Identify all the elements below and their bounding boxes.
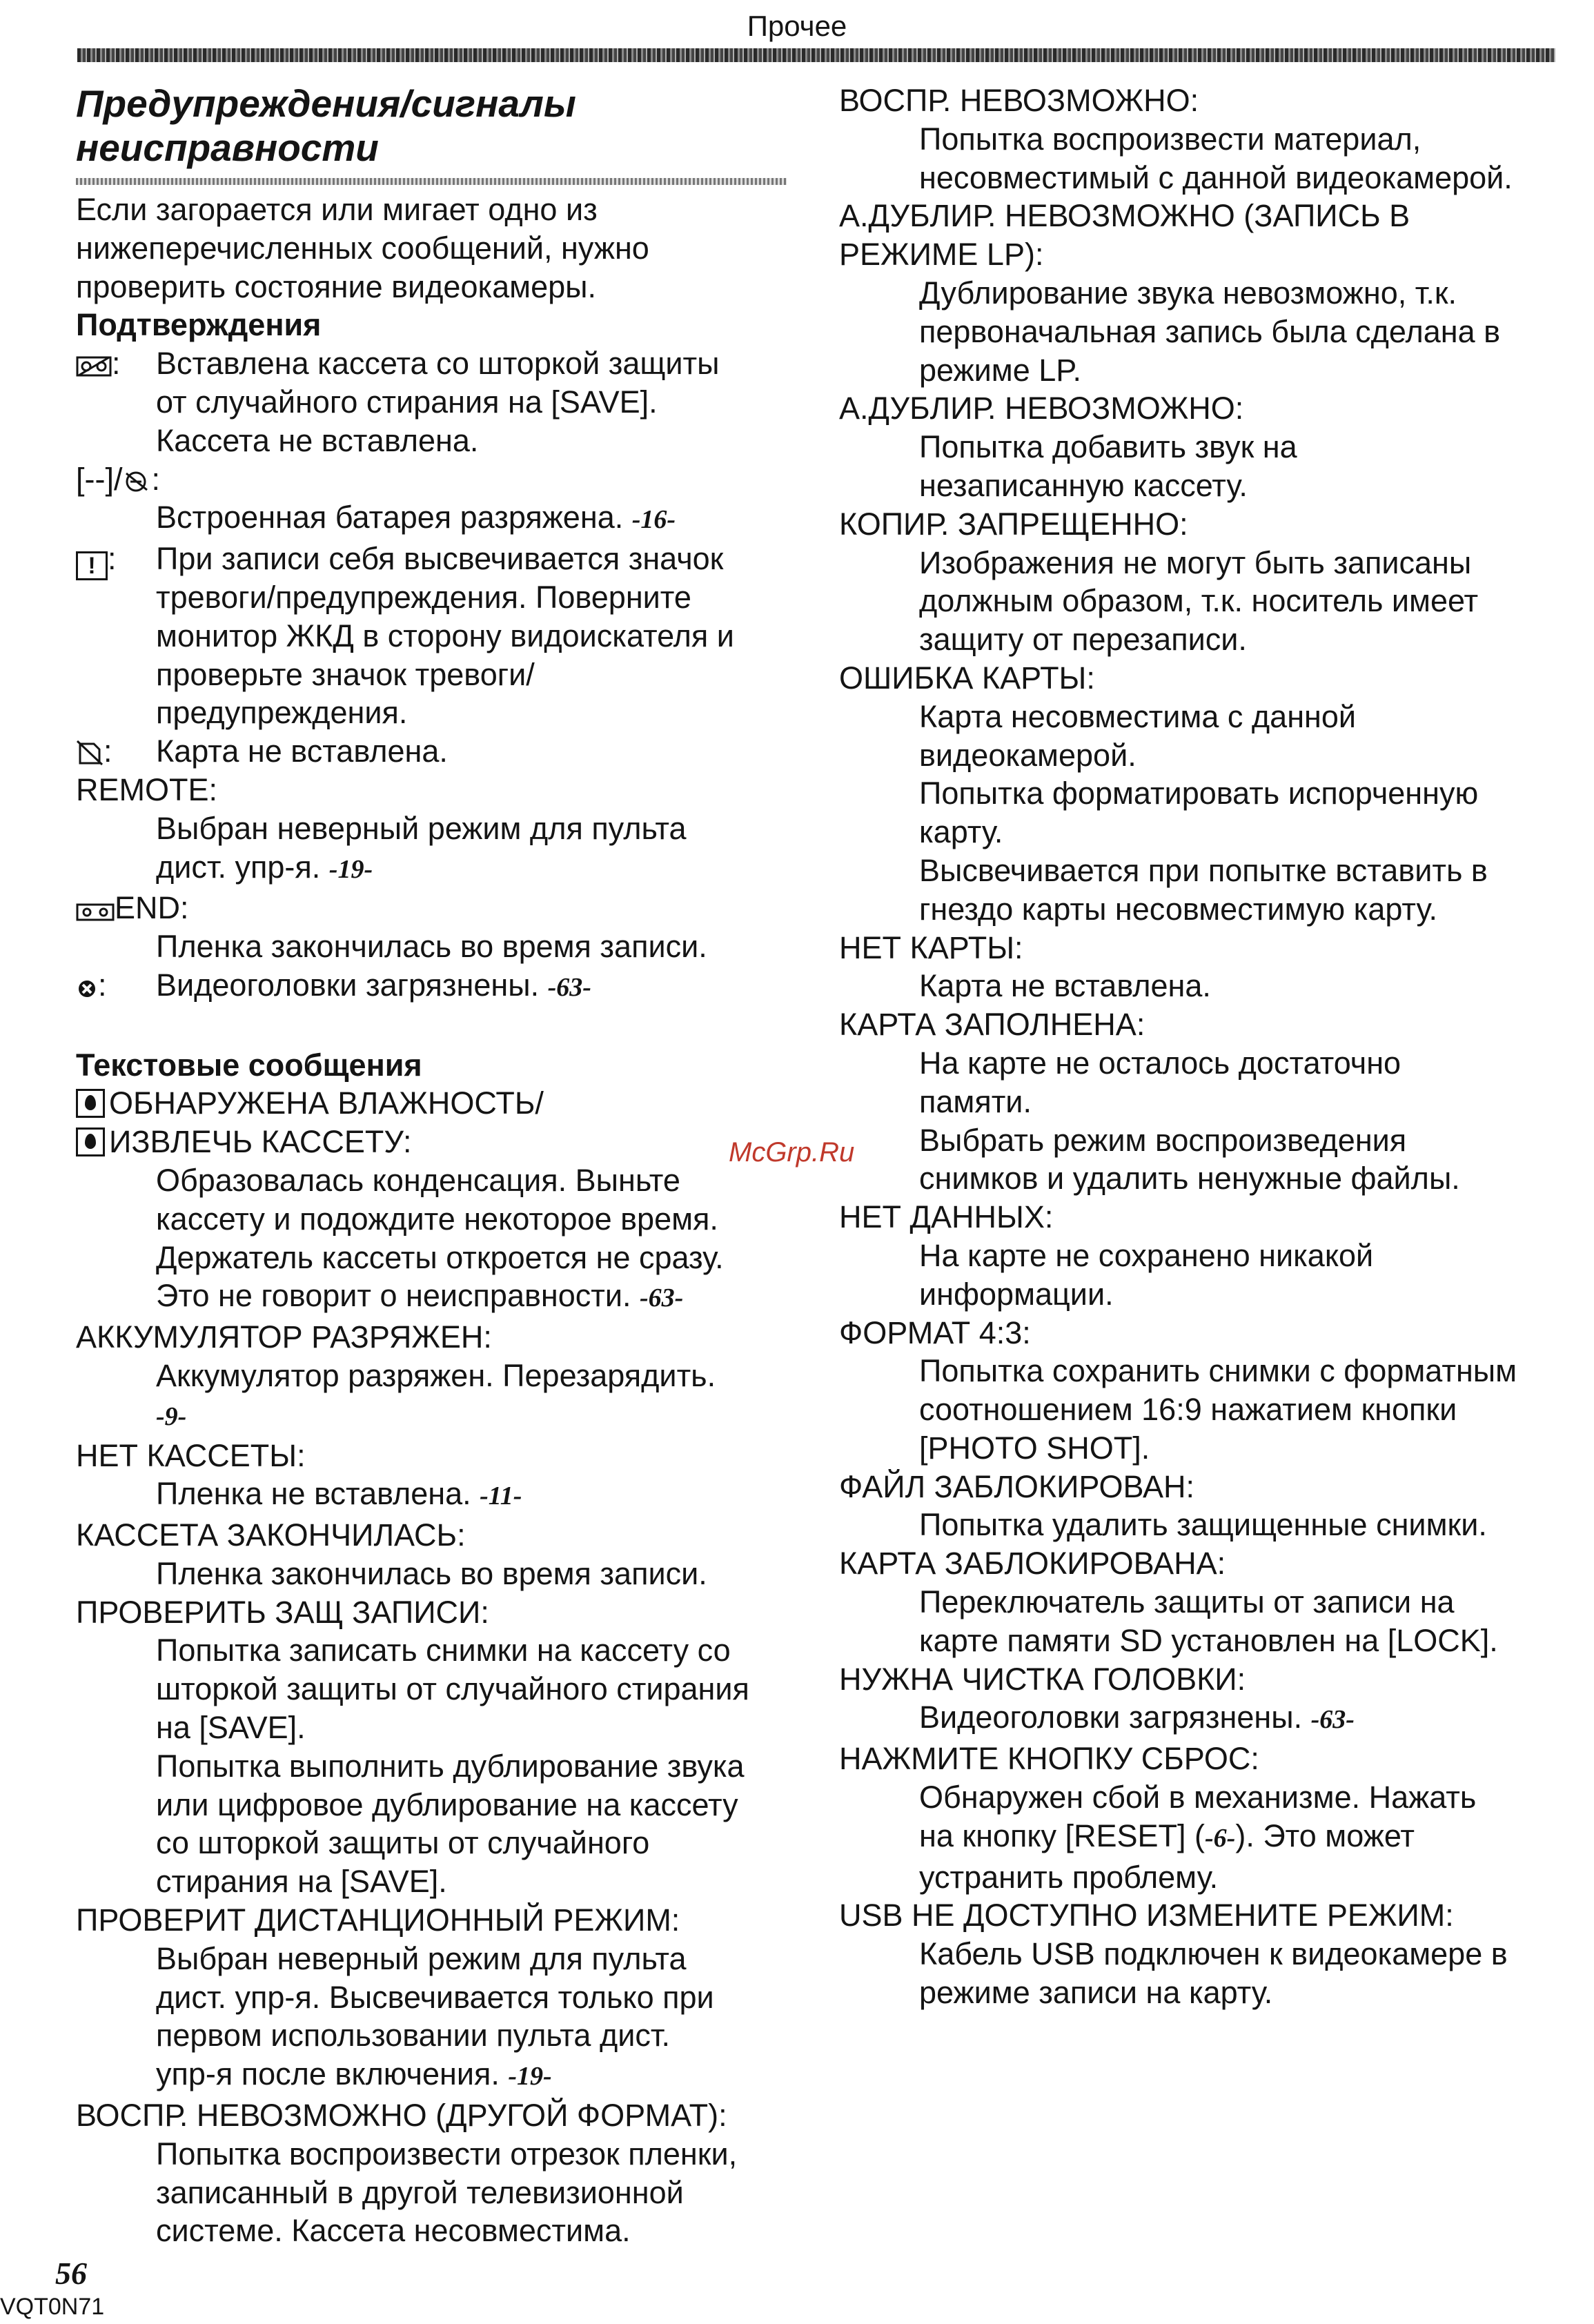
moisture-head [76,1084,794,1123]
remote-line2 [76,848,794,889]
entry-line: первом использовании пульта дист. [156,2018,670,2054]
entry-line [839,582,1571,620]
entry-line [839,813,1571,851]
entry-line [839,120,1571,159]
warning-box-icon: ! [76,551,108,580]
entry-text: Карта не вставлена. [919,968,1211,1004]
entry-line [839,1390,1571,1429]
entry-text: Переключатель защиты от записи на [919,1584,1455,1620]
entry-line: или цифровое дублирование на кассету [156,1786,738,1822]
confirm-title: Подтверждения [76,307,322,343]
intro-line: проверить состояние видеокамеры. [76,268,597,304]
watermark: McGrp.Ru [729,1137,855,1168]
message-head: НАЖМИТЕ КНОПКУ СБРОС: [839,1741,1259,1777]
page-ref: -9- [156,1401,187,1431]
entry-line [839,967,1571,1005]
page-ref: -63- [640,1283,684,1313]
entry-line: Пленка закончилась во время записи. [156,1555,707,1591]
page-ref: -19- [508,2062,552,2091]
message-head: А.ДУБЛИР. НЕВОЗМОЖНО (ЗАПИСЬ В [839,198,1410,234]
entry-line: Попытка воспроизвести отрезок пленки, [156,2136,738,2172]
page-ref: -16- [631,505,676,535]
entry-text: Изображения не могут быть записаны [919,544,1472,580]
separator: : [112,346,121,382]
entry-line: Карта не вставлена. [156,733,448,769]
entry-line-ref [76,1475,794,1516]
entry-text: [PHOTO SHOT]. [919,1430,1150,1466]
entry-text: Попытка добавить звук на [919,429,1297,465]
message-head: ФАЙЛ ЗАБЛОКИРОВАН: [839,1468,1194,1504]
entry-text: снимков и удалить ненужные файлы. [919,1161,1460,1197]
message-head: ПРОВЕРИТЬ ЗАЩ ЗАПИСИ: [76,1594,489,1630]
entry-line [839,428,1571,466]
entry-line-ref [76,1395,794,1437]
dirty-heads-icon [76,978,98,1000]
entry-line-ref [76,1277,794,1318]
entry-line [839,1622,1571,1660]
entry-line: на кнопку [RESET] ( [919,1818,1206,1853]
entry-line [839,1044,1571,1083]
entry-line: Пленка закончилась во время записи. [156,929,707,965]
message-head: НЕТ КАРТЫ: [839,929,1023,965]
page-number: 56 [55,2256,87,2291]
entry-line [839,1583,1571,1622]
left-column [76,81,794,2250]
entry-line: дист. упр-я. [156,849,321,885]
entry-line [839,159,1571,197]
entry-line-ref [76,2055,794,2096]
entry-line [839,620,1571,659]
entry-text: карту. [919,814,1003,850]
page-ref: -19- [328,854,373,884]
tape-end-icon [76,902,115,923]
page-header-title: Прочее [747,10,847,42]
entry-line: проверьте значок тревоги/ [156,656,535,692]
entry-line: стирания на [SAVE]. [156,1864,447,1900]
entry-line: шторкой защиты от случайного стирания [156,1671,749,1707]
message-head: А.ДУБЛИР. НЕВОЗМОЖНО: [839,391,1244,426]
entry-line: устранить проблему. [919,1859,1219,1895]
entry-text: Дублирование звука невозможно, т.к. [919,275,1457,311]
entry-line: кассету и подождите некоторое время. [156,1201,718,1237]
entry-line: Кассета не вставлена. [156,422,479,458]
entry-text: карте памяти SD установлен на [LOCK]. [919,1622,1498,1658]
tape-end-head [76,889,794,927]
moisture-icon [76,1089,105,1118]
message-head: АККУМУЛЯТОР РАЗРЯЖЕН: [76,1319,492,1355]
message-head: КАССЕТА ЗАКОНЧИЛАСЬ: [76,1517,466,1553]
entry-line [839,1237,1571,1275]
entry-line: дист. упр-я. Высвечивается только при [156,1979,714,2015]
entry-line: режиме записи на карту. [919,1975,1273,2011]
message-head: КОПИР. ЗАПРЕЩЕННО: [839,506,1188,542]
page-ref: -63- [1310,1705,1355,1735]
entry-line: Попытка выполнить дублирование звука [156,1748,745,1784]
entry-line: ). Это может [1235,1818,1415,1853]
message-head: ОШИБКА КАРТЫ: [839,660,1095,696]
entry-line: Кабель USB подключен к видеокамере в [919,1936,1508,1972]
battery-label: [--]/ [76,461,123,497]
entry-line: Аккумулятор разряжен. Перезарядить. [156,1357,716,1393]
entry-line: Попытка записать снимки на кассету со [156,1633,731,1668]
page-ref: -63- [547,972,591,1002]
entry-text: Попытка воспроизвести материал, [919,121,1421,157]
message-head: ВОСПР. НЕВОЗМОЖНО: [839,83,1199,118]
battery-entry-text [76,498,794,540]
entry-line [839,1275,1571,1314]
message-head: НУЖНА ЧИСТКА ГОЛОВКИ: [839,1661,1246,1697]
entry-line: Выбран неверный режим для пульта [156,1940,687,1976]
entry-text: Попытка удалить защищенные снимки. [919,1507,1487,1543]
entry-line: Держатель кассеты откроется не сразу. [156,1239,724,1275]
entry-text: Выбрать режим воспроизведения [919,1122,1407,1158]
entry-line [839,313,1571,351]
entry-text: видеокамерой. [919,737,1137,773]
no-card-entry [76,732,794,771]
remote-head: REMOTE: [76,771,218,807]
page-ref: -6- [1205,1823,1236,1853]
entry-text: Попытка сохранить снимки с форматным [919,1353,1517,1389]
message-head: РЕЖИМЕ LP): [839,237,1044,273]
message-head: ПРОВЕРИТ ДИСТАНЦИОННЫЙ РЕЖИМ: [76,1902,680,1938]
section-title-line1: Предупреждения/сигналы [76,82,576,125]
entry-text: информации. [919,1276,1114,1312]
entry-text: защиту от перезаписи. [919,622,1247,658]
entry-line: Образовалась конденсация. Выньте [156,1162,680,1198]
entry-line: от случайного стирания на [SAVE]. [156,384,658,420]
entry-line [839,274,1571,313]
right-entries-list [839,81,1571,1740]
entry-line-ref [839,1817,1571,1858]
entry-text: Карта несовместима с данной [919,698,1357,734]
entry-line: Обнаружен сбой в механизме. Нажать [919,1780,1477,1815]
entry-line: тревоги/предупреждения. Поверните [156,579,691,615]
entry-text: На карте не сохранено никакой [919,1237,1374,1273]
message-label: ИЗВЛЕЧЬ КАССЕТУ: [109,1124,412,1160]
text-messages-title: Текстовые сообщения [76,1047,422,1083]
entry-line: Встроенная батарея разряжена. [156,500,624,535]
entry-line: Видеоголовки загрязнены. [156,967,540,1003]
entry-text: На карте не осталось достаточно [919,1045,1401,1081]
entry-line [839,466,1571,505]
entry-line [839,1083,1571,1121]
entry-text: Видеоголовки загрязнены. [919,1700,1303,1735]
entry-text: Попытка форматировать испорченную [919,776,1479,811]
right-column [839,81,1571,2012]
entry-line [839,851,1571,890]
entry-line: на [SAVE]. [156,1710,306,1746]
message-head: КАРТА ЗАПОЛНЕНА: [839,1007,1145,1043]
entry-line: монитор ЖКД в сторону видоискателя и [156,618,734,653]
entry-line: предупреждения. [156,695,408,731]
header-rule [77,48,1555,62]
document-code: VQT0N71 [0,2294,105,2320]
entry-text: незаписанную кассету. [919,467,1248,503]
entry-line [839,1698,1571,1740]
entry-line [839,1159,1571,1198]
entry-line [839,351,1571,390]
entry-line: Это не говорит о неисправности. [156,1278,631,1314]
tape-end-label: END: [115,890,189,926]
entry-line: Вставлена кассета со шторкой защиты [156,346,720,382]
intro-line: Если загорается или мигает одно из [76,192,598,227]
entry-line [839,890,1571,929]
message-head: НЕТ ДАННЫХ: [839,1199,1054,1235]
entry-line [839,1429,1571,1468]
entry-line: записанный в другой телевизионной [156,2174,684,2210]
entry-line: При записи себя высвечивается значок [156,541,724,577]
entry-line [839,1121,1571,1160]
entry-text: соотношением 16:9 нажатием кнопки [919,1392,1457,1428]
entry-line [839,736,1571,775]
message-head: НЕТ КАССЕТЫ: [76,1437,306,1473]
message-head: ВОСПР. НЕВОЗМОЖНО (ДРУГОЙ ФОРМАТ): [76,2098,727,2134]
intro-line: нижеперечисленных сообщений, нужно [76,230,649,266]
message-head: КАРТА ЗАБЛОКИРОВАНА: [839,1546,1226,1582]
entry-line [839,1352,1571,1390]
moisture-head [76,1123,794,1161]
entry-text: Высвечивается при попытке вставить в [919,852,1488,888]
entry-line: Выбран неверный режим для пульта [156,810,687,846]
entry-text: режиме LP. [919,352,1081,388]
moisture-icon [76,1127,105,1156]
entry-line [839,544,1571,582]
entry-line [839,698,1571,736]
entry-line [839,1506,1571,1544]
entry-text: несовместимый с данной видеокамерой. [919,159,1513,195]
section-title-line2: неисправности [76,126,379,169]
battery-entry-head [76,460,794,499]
separator: : [104,733,112,769]
entry-line: системе. Кассета несовместима. [156,2213,631,2249]
message-head: USB НЕ ДОСТУПНО ИЗМЕНИТЕ РЕЖИМ: [839,1898,1454,1933]
title-rule [76,178,787,185]
cassette-protect-entry [76,344,794,460]
dirty-heads-entry [76,966,794,1007]
separator: : [151,461,160,497]
separator: : [108,541,117,577]
no-card-icon [76,738,104,766]
battery-cross-icon [122,469,151,494]
separator: : [98,967,107,1003]
entry-line: Пленка не вставлена. [156,1476,471,1512]
entry-line: упр-я после включения. [156,2056,500,2092]
entry-text: должным образом, т.к. носитель имеет [919,583,1479,619]
warning-entry [76,540,794,732]
entry-text: памяти. [919,1083,1032,1119]
cassette-protect-icon [76,355,112,378]
entry-line: со шторкой защиты от случайного [156,1825,650,1861]
entry-line [839,774,1571,813]
message-label: ОБНАРУЖЕНА ВЛАЖНОСТЬ/ [109,1085,544,1121]
message-head: ФОРМАТ 4:3: [839,1314,1031,1350]
entry-text: первоначальная запись была сделана в [919,313,1501,349]
page-ref: -11- [480,1481,522,1511]
entry-text: гнездо карты несовместимую карту. [919,891,1438,927]
